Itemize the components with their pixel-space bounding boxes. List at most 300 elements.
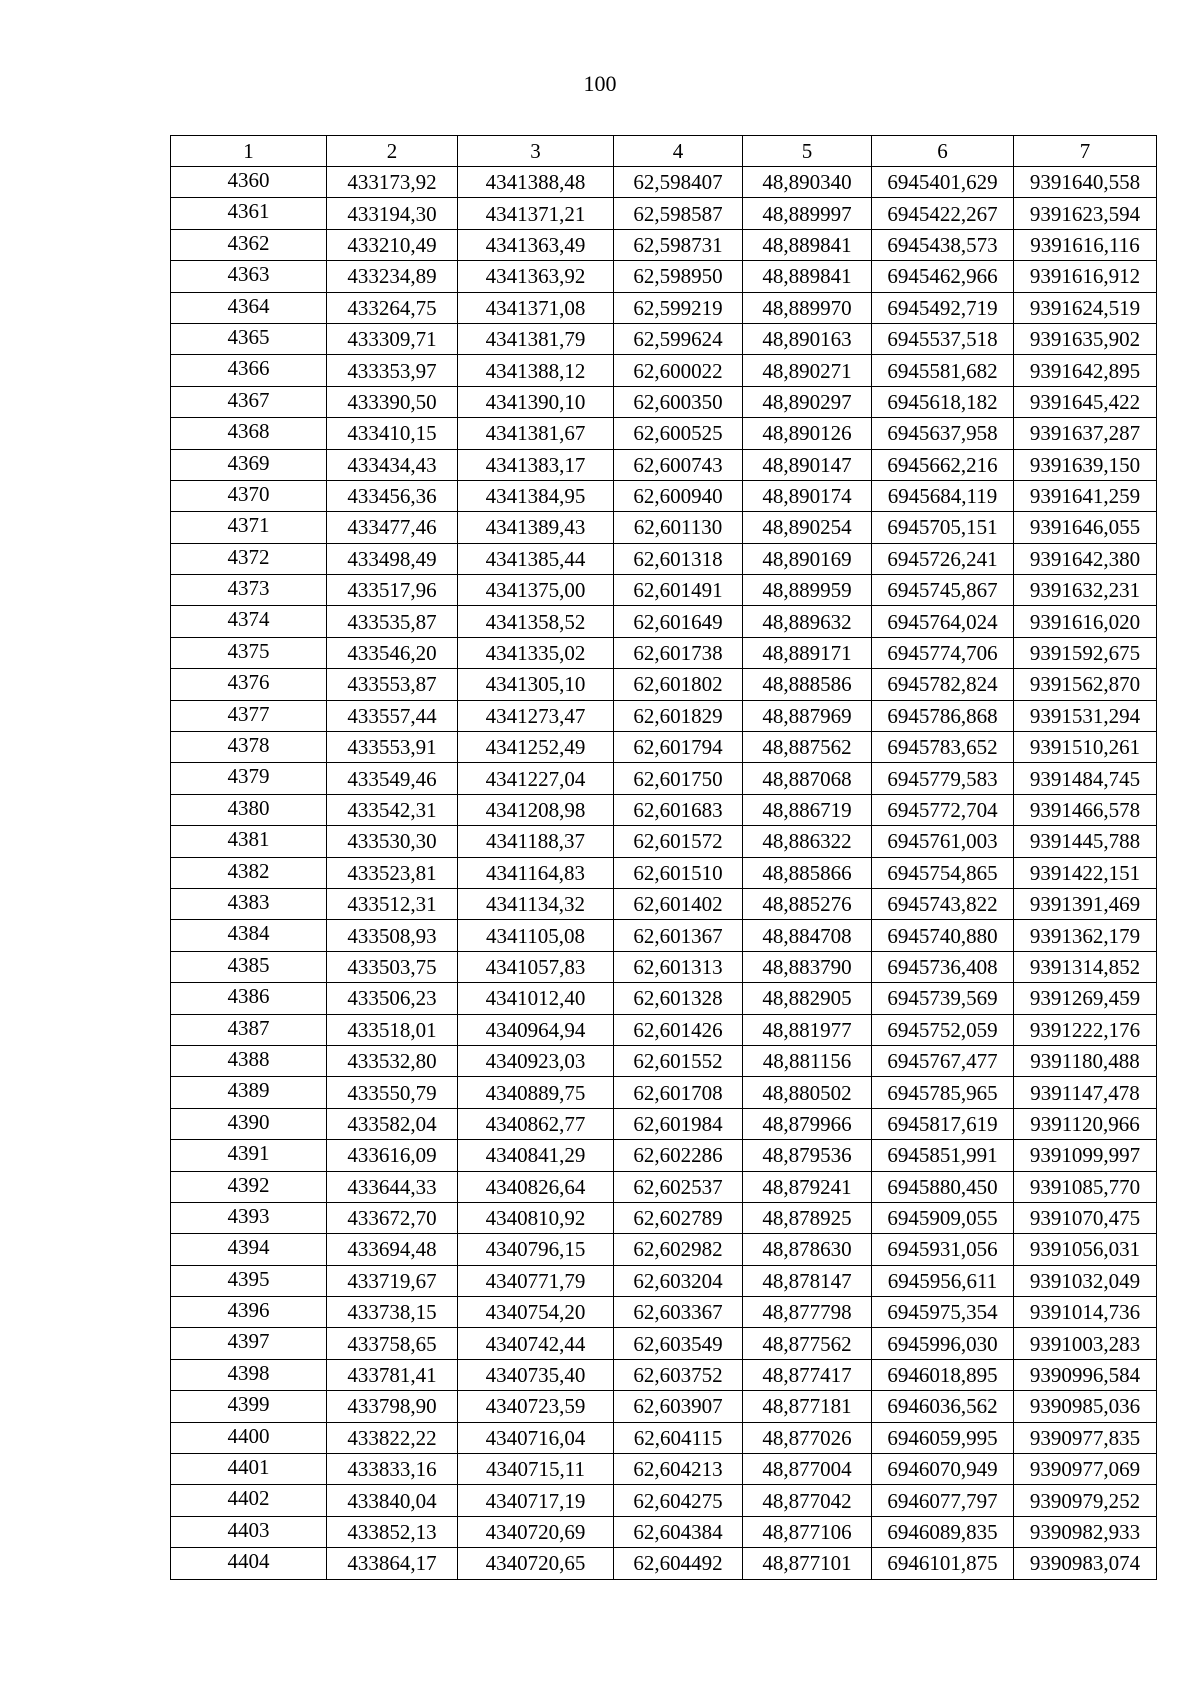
table-cell: 6945880,450 (872, 1171, 1014, 1202)
table-cell: 9391391,469 (1014, 888, 1157, 919)
table-cell: 62,600022 (614, 355, 743, 386)
table-cell: 62,601984 (614, 1108, 743, 1139)
table-cell: 433616,09 (327, 1140, 458, 1171)
column-header: 5 (743, 136, 872, 167)
table-cell: 9391623,594 (1014, 198, 1157, 229)
table-cell: 4341385,44 (458, 543, 614, 574)
table-cell: 433550,79 (327, 1077, 458, 1108)
table-cell: 9391640,558 (1014, 167, 1157, 198)
table-cell: 4341057,83 (458, 951, 614, 982)
table-row (171, 198, 1157, 229)
point-number-cell: 4374 (171, 606, 327, 637)
table-cell: 4341273,47 (458, 700, 614, 731)
point-number-cell: 4400 (171, 1422, 327, 1453)
table-row (171, 167, 1157, 198)
table-cell: 433553,91 (327, 732, 458, 763)
table-cell: 433518,01 (327, 1014, 458, 1045)
table-cell: 433719,67 (327, 1265, 458, 1296)
page-number: 100 (583, 71, 617, 96)
table-cell: 9391099,997 (1014, 1140, 1157, 1171)
table-row (171, 669, 1157, 700)
table-cell: 4340810,92 (458, 1202, 614, 1233)
table-row (171, 1077, 1157, 1108)
table-cell: 4340720,65 (458, 1548, 614, 1579)
table-cell: 4341381,67 (458, 418, 614, 449)
table-cell: 62,598731 (614, 229, 743, 260)
table-cell: 6945726,241 (872, 543, 1014, 574)
table-row (171, 261, 1157, 292)
table-cell: 62,601318 (614, 543, 743, 574)
table-cell: 9391362,179 (1014, 920, 1157, 951)
table-cell: 433840,04 (327, 1485, 458, 1516)
point-number-cell: 4398 (171, 1359, 327, 1390)
table-cell: 9391466,578 (1014, 794, 1157, 825)
point-number-cell: 4393 (171, 1202, 327, 1233)
table-cell: 6945785,965 (872, 1077, 1014, 1108)
table-cell: 48,887068 (743, 763, 872, 794)
table-cell: 62,602982 (614, 1234, 743, 1265)
table-body (171, 167, 1157, 1580)
table-cell: 48,877101 (743, 1548, 872, 1579)
table-cell: 4341188,37 (458, 826, 614, 857)
table-row (171, 1391, 1157, 1422)
point-number-cell: 4365 (171, 323, 327, 354)
table-cell: 48,877026 (743, 1422, 872, 1453)
table-cell: 9391314,852 (1014, 951, 1157, 982)
point-number-cell: 4361 (171, 198, 327, 229)
table-cell: 48,878630 (743, 1234, 872, 1265)
table-cell: 48,886322 (743, 826, 872, 857)
table-cell: 433506,23 (327, 983, 458, 1014)
table-cell: 4341384,95 (458, 480, 614, 511)
table-cell: 48,877106 (743, 1516, 872, 1547)
table-cell: 48,890169 (743, 543, 872, 574)
table-row (171, 1171, 1157, 1202)
table-cell: 62,603907 (614, 1391, 743, 1422)
table-cell: 6945851,991 (872, 1140, 1014, 1171)
point-number-cell: 4368 (171, 418, 327, 449)
table-cell: 48,877798 (743, 1297, 872, 1328)
table-row (171, 1234, 1157, 1265)
table-cell: 433535,87 (327, 606, 458, 637)
table-row (171, 606, 1157, 637)
point-number-cell: 4396 (171, 1297, 327, 1328)
point-number-cell: 4362 (171, 229, 327, 260)
table-row (171, 637, 1157, 668)
table-cell: 4341371,21 (458, 198, 614, 229)
table-cell: 62,603549 (614, 1328, 743, 1359)
table-row (171, 700, 1157, 731)
point-number-cell: 4387 (171, 1014, 327, 1045)
table-cell: 433542,31 (327, 794, 458, 825)
point-number-cell: 4363 (171, 261, 327, 292)
column-header: 1 (171, 136, 327, 167)
table-cell: 4340964,94 (458, 1014, 614, 1045)
table-row (171, 575, 1157, 606)
table-cell: 6945817,619 (872, 1108, 1014, 1139)
table-cell: 433644,33 (327, 1171, 458, 1202)
table-cell: 433234,89 (327, 261, 458, 292)
table-cell: 4340723,59 (458, 1391, 614, 1422)
table-row (171, 857, 1157, 888)
table-cell: 48,889171 (743, 637, 872, 668)
point-number-cell: 4377 (171, 700, 327, 731)
table-row (171, 794, 1157, 825)
point-number-cell: 4360 (171, 167, 327, 198)
table-row (171, 480, 1157, 511)
table-row (171, 826, 1157, 857)
table-cell: 62,600940 (614, 480, 743, 511)
table-row (171, 418, 1157, 449)
table-cell: 4341252,49 (458, 732, 614, 763)
table-cell: 9391032,049 (1014, 1265, 1157, 1296)
table-cell: 48,887562 (743, 732, 872, 763)
table-cell: 62,600743 (614, 449, 743, 480)
table-cell: 6945745,867 (872, 575, 1014, 606)
table-cell: 6945786,868 (872, 700, 1014, 731)
table-cell: 9391085,770 (1014, 1171, 1157, 1202)
point-number-cell: 4364 (171, 292, 327, 323)
table-cell: 48,890340 (743, 167, 872, 198)
table-cell: 62,601313 (614, 951, 743, 982)
table-cell: 433508,93 (327, 920, 458, 951)
table-cell: 6945739,569 (872, 983, 1014, 1014)
table-cell: 433549,46 (327, 763, 458, 794)
table-cell: 9391592,675 (1014, 637, 1157, 668)
table-cell: 4341363,49 (458, 229, 614, 260)
point-number-cell: 4404 (171, 1548, 327, 1579)
table-cell: 4340771,79 (458, 1265, 614, 1296)
table-cell: 6946077,797 (872, 1485, 1014, 1516)
table-cell: 6946070,949 (872, 1454, 1014, 1485)
table-cell: 6945956,611 (872, 1265, 1014, 1296)
table-cell: 433833,16 (327, 1454, 458, 1485)
table-cell: 62,600350 (614, 386, 743, 417)
table-cell: 48,889997 (743, 198, 872, 229)
point-number-cell: 4383 (171, 888, 327, 919)
table-cell: 62,601649 (614, 606, 743, 637)
table-cell: 9390977,835 (1014, 1422, 1157, 1453)
table-cell: 9391562,870 (1014, 669, 1157, 700)
table-row (171, 543, 1157, 574)
table-cell: 6945492,719 (872, 292, 1014, 323)
table-cell: 6946036,562 (872, 1391, 1014, 1422)
table-cell: 48,890271 (743, 355, 872, 386)
table-cell: 62,601402 (614, 888, 743, 919)
table-cell: 48,882905 (743, 983, 872, 1014)
table-cell: 4340720,69 (458, 1516, 614, 1547)
table-cell: 9391510,261 (1014, 732, 1157, 763)
table-cell: 4341335,02 (458, 637, 614, 668)
table-cell: 48,884708 (743, 920, 872, 951)
table-cell: 6945736,408 (872, 951, 1014, 982)
table-header-row (171, 136, 1157, 167)
table-cell: 433553,87 (327, 669, 458, 700)
table-cell: 9391003,283 (1014, 1328, 1157, 1359)
point-number-cell: 4381 (171, 826, 327, 857)
table-cell: 4340826,64 (458, 1171, 614, 1202)
table-cell: 6945783,652 (872, 732, 1014, 763)
table-cell: 6945581,682 (872, 355, 1014, 386)
table-cell: 4341164,83 (458, 857, 614, 888)
point-number-cell: 4375 (171, 637, 327, 668)
table-cell: 48,881977 (743, 1014, 872, 1045)
table-cell: 9391070,475 (1014, 1202, 1157, 1233)
table-cell: 4341134,32 (458, 888, 614, 919)
table-cell: 4341389,43 (458, 512, 614, 543)
point-number-cell: 4388 (171, 1045, 327, 1076)
table-cell: 4340889,75 (458, 1077, 614, 1108)
table-cell: 48,877562 (743, 1328, 872, 1359)
table-row (171, 763, 1157, 794)
table-cell: 6946018,895 (872, 1359, 1014, 1390)
table-row (171, 355, 1157, 386)
table-cell: 9390985,036 (1014, 1391, 1157, 1422)
table-cell: 433864,17 (327, 1548, 458, 1579)
column-header: 7 (1014, 136, 1157, 167)
table-cell: 9390979,252 (1014, 1485, 1157, 1516)
table-cell: 62,601802 (614, 669, 743, 700)
table-cell: 48,883790 (743, 951, 872, 982)
table-row (171, 1422, 1157, 1453)
table-cell: 4340923,03 (458, 1045, 614, 1076)
table-cell: 433410,15 (327, 418, 458, 449)
table-cell: 62,601708 (614, 1077, 743, 1108)
table-cell: 48,889632 (743, 606, 872, 637)
table-cell: 62,598407 (614, 167, 743, 198)
table-cell: 433390,50 (327, 386, 458, 417)
table-cell: 433758,65 (327, 1328, 458, 1359)
table-cell: 62,600525 (614, 418, 743, 449)
table-cell: 6945774,706 (872, 637, 1014, 668)
table-row (171, 983, 1157, 1014)
table-cell: 9391056,031 (1014, 1234, 1157, 1265)
table-row (171, 323, 1157, 354)
table-cell: 6945996,030 (872, 1328, 1014, 1359)
table-cell: 48,887969 (743, 700, 872, 731)
table-cell: 9391616,116 (1014, 229, 1157, 260)
table-row (171, 1108, 1157, 1139)
table-cell: 9391645,422 (1014, 386, 1157, 417)
table-cell: 62,598587 (614, 198, 743, 229)
point-number-cell: 4403 (171, 1516, 327, 1547)
table-cell: 433822,22 (327, 1422, 458, 1453)
table-cell: 6945740,880 (872, 920, 1014, 951)
table-cell: 433557,44 (327, 700, 458, 731)
table-cell: 4341375,00 (458, 575, 614, 606)
table-cell: 6945764,024 (872, 606, 1014, 637)
table-cell: 433456,36 (327, 480, 458, 511)
table-cell: 9390977,069 (1014, 1454, 1157, 1485)
table-cell: 4341012,40 (458, 983, 614, 1014)
table-cell: 4340715,11 (458, 1454, 614, 1485)
table-row (171, 1140, 1157, 1171)
table-cell: 9391147,478 (1014, 1077, 1157, 1108)
table-cell: 433517,96 (327, 575, 458, 606)
table-cell: 48,889841 (743, 261, 872, 292)
table-cell: 6945761,003 (872, 826, 1014, 857)
table-cell: 48,885276 (743, 888, 872, 919)
table-cell: 433781,41 (327, 1359, 458, 1390)
table-cell: 4341358,52 (458, 606, 614, 637)
table-row (171, 1297, 1157, 1328)
table-row (171, 292, 1157, 323)
point-number-cell: 4397 (171, 1328, 327, 1359)
column-header: 2 (327, 136, 458, 167)
table-row (171, 1202, 1157, 1233)
table-cell: 9391531,294 (1014, 700, 1157, 731)
table-cell: 6945462,966 (872, 261, 1014, 292)
table-cell: 62,601572 (614, 826, 743, 857)
table-cell: 9391646,055 (1014, 512, 1157, 543)
table-row (171, 1516, 1157, 1547)
table-cell: 433503,75 (327, 951, 458, 982)
table-cell: 9391632,231 (1014, 575, 1157, 606)
table-cell: 62,603204 (614, 1265, 743, 1296)
table-cell: 4340717,19 (458, 1485, 614, 1516)
point-number-cell: 4382 (171, 857, 327, 888)
point-number-cell: 4402 (171, 1485, 327, 1516)
table-cell: 6945662,216 (872, 449, 1014, 480)
table-cell: 433672,70 (327, 1202, 458, 1233)
point-number-cell: 4373 (171, 575, 327, 606)
table-cell: 62,602537 (614, 1171, 743, 1202)
table-cell: 6945618,182 (872, 386, 1014, 417)
table-cell: 9391642,380 (1014, 543, 1157, 574)
table-cell: 6945401,629 (872, 167, 1014, 198)
table-cell: 62,604275 (614, 1485, 743, 1516)
table-cell: 9391641,259 (1014, 480, 1157, 511)
table-cell: 62,602789 (614, 1202, 743, 1233)
table-cell: 4341305,10 (458, 669, 614, 700)
coordinate-table (170, 135, 1157, 1580)
table-cell: 62,601750 (614, 763, 743, 794)
table-cell: 4340716,04 (458, 1422, 614, 1453)
point-number-cell: 4386 (171, 983, 327, 1014)
point-number-cell: 4391 (171, 1140, 327, 1171)
table-cell: 4340796,15 (458, 1234, 614, 1265)
table-cell: 48,885866 (743, 857, 872, 888)
point-number-cell: 4401 (171, 1454, 327, 1485)
point-number-cell: 4384 (171, 920, 327, 951)
table-cell: 62,601552 (614, 1045, 743, 1076)
table-cell: 62,602286 (614, 1140, 743, 1171)
table-cell: 9391642,895 (1014, 355, 1157, 386)
point-number-cell: 4394 (171, 1234, 327, 1265)
table-cell: 48,890254 (743, 512, 872, 543)
point-number-cell: 4379 (171, 763, 327, 794)
table-row (171, 888, 1157, 919)
table-cell: 9391624,519 (1014, 292, 1157, 323)
table-cell: 9390982,933 (1014, 1516, 1157, 1547)
point-number-cell: 4378 (171, 732, 327, 763)
table-cell: 48,877417 (743, 1359, 872, 1390)
table-cell: 48,889841 (743, 229, 872, 260)
table-cell: 48,879536 (743, 1140, 872, 1171)
table-cell: 4340754,20 (458, 1297, 614, 1328)
table-cell: 48,889970 (743, 292, 872, 323)
point-number-cell: 4389 (171, 1077, 327, 1108)
table-row (171, 1014, 1157, 1045)
table-cell: 9391014,736 (1014, 1297, 1157, 1328)
table-cell: 6946089,835 (872, 1516, 1014, 1547)
table-cell: 48,890126 (743, 418, 872, 449)
table-cell: 62,604384 (614, 1516, 743, 1547)
table-cell: 433264,75 (327, 292, 458, 323)
table-cell: 48,888586 (743, 669, 872, 700)
table-cell: 4340742,44 (458, 1328, 614, 1359)
table-cell: 4341105,08 (458, 920, 614, 951)
table-cell: 62,601794 (614, 732, 743, 763)
table-row (171, 386, 1157, 417)
point-number-cell: 4399 (171, 1391, 327, 1422)
table-cell: 62,601510 (614, 857, 743, 888)
table-cell: 4341371,08 (458, 292, 614, 323)
table-cell: 9391120,966 (1014, 1108, 1157, 1139)
point-number-cell: 4390 (171, 1108, 327, 1139)
point-number-cell: 4392 (171, 1171, 327, 1202)
table-cell: 9390996,584 (1014, 1359, 1157, 1390)
table-cell: 433852,13 (327, 1516, 458, 1547)
table-cell: 4341381,79 (458, 323, 614, 354)
table-cell: 62,603367 (614, 1297, 743, 1328)
table-row (171, 1359, 1157, 1390)
table-row (171, 920, 1157, 951)
table-cell: 9391180,488 (1014, 1045, 1157, 1076)
point-number-cell: 4367 (171, 386, 327, 417)
table-cell: 48,889959 (743, 575, 872, 606)
table-cell: 9391422,151 (1014, 857, 1157, 888)
table-cell: 433512,31 (327, 888, 458, 919)
table-cell: 9391616,020 (1014, 606, 1157, 637)
table-cell: 6945743,822 (872, 888, 1014, 919)
table-cell: 6945779,583 (872, 763, 1014, 794)
table-cell: 48,890297 (743, 386, 872, 417)
table-cell: 6945537,518 (872, 323, 1014, 354)
table-cell: 433530,30 (327, 826, 458, 857)
table-cell: 4341227,04 (458, 763, 614, 794)
table-cell: 62,601738 (614, 637, 743, 668)
table-cell: 6945684,119 (872, 480, 1014, 511)
table-cell: 62,604213 (614, 1454, 743, 1485)
table-cell: 6945772,704 (872, 794, 1014, 825)
table-cell: 9391484,745 (1014, 763, 1157, 794)
table-cell: 48,890174 (743, 480, 872, 511)
table-cell: 6946059,995 (872, 1422, 1014, 1453)
point-number-cell: 4371 (171, 512, 327, 543)
point-number-cell: 4366 (171, 355, 327, 386)
table-cell: 48,878925 (743, 1202, 872, 1233)
table-cell: 433523,81 (327, 857, 458, 888)
table-cell: 62,604492 (614, 1548, 743, 1579)
table-cell: 48,890163 (743, 323, 872, 354)
point-number-cell: 4370 (171, 480, 327, 511)
table-cell: 4341390,10 (458, 386, 614, 417)
table-cell: 433309,71 (327, 323, 458, 354)
table-cell: 6945422,267 (872, 198, 1014, 229)
table-row (171, 1485, 1157, 1516)
table-cell: 48,890147 (743, 449, 872, 480)
table-cell: 433194,30 (327, 198, 458, 229)
table-cell: 4341208,98 (458, 794, 614, 825)
table-cell: 6945767,477 (872, 1045, 1014, 1076)
table-cell: 433477,46 (327, 512, 458, 543)
table-row (171, 1548, 1157, 1579)
table-cell: 6945705,151 (872, 512, 1014, 543)
point-number-cell: 4372 (171, 543, 327, 574)
table-cell: 4340862,77 (458, 1108, 614, 1139)
table-cell: 433694,48 (327, 1234, 458, 1265)
